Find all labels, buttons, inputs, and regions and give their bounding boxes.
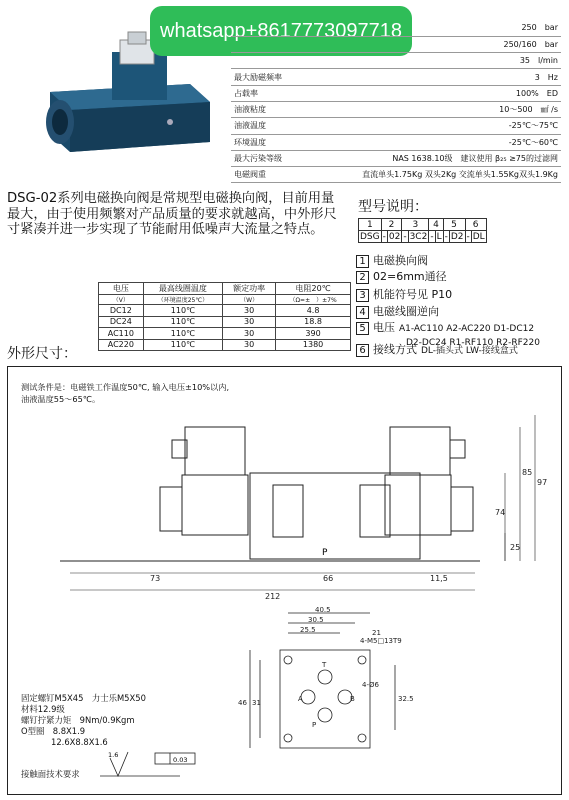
- legend-extra: A1-AC110 A2-AC220 D1-DC12: [399, 324, 535, 334]
- elec-cell: 110℃: [143, 339, 222, 351]
- spec-label: [231, 53, 301, 69]
- model-title: 型号说明：: [358, 199, 428, 215]
- hole-spec: 4-Ø6: [362, 681, 379, 689]
- product-description: DSG-02系列电磁换向阀是常规型电磁换向阀，目前用量最大，由于使用频繁对产品质量的要求就越高，中外形尺寸紧凑并进一步实现了节能耐用低噪声大流量之特点。: [7, 191, 337, 238]
- spec-row: [231, 101, 561, 117]
- elec-cell: 18.8: [276, 316, 351, 328]
- legend-number: 6: [356, 344, 369, 357]
- spec-row: [231, 53, 561, 69]
- model-code-part: -: [382, 231, 386, 242]
- dim-97: 97: [537, 478, 548, 487]
- port-label-t: T: [322, 661, 327, 669]
- model-position-number: 3: [402, 219, 429, 231]
- note-line: 固定螺钉M5X45 力士乐M5X50: [21, 693, 146, 703]
- spec-label: 环境温度: [231, 134, 301, 150]
- elec-cell: 4.8: [276, 305, 351, 317]
- dim-115: 11,5: [430, 574, 448, 583]
- port-label-p: P: [322, 548, 328, 558]
- model-code-part: -: [444, 231, 448, 242]
- legend-text: 接线方式: [373, 343, 417, 356]
- spec-value: 直流单头1.75Kg 双头2Kg 交流单头1.55Kg双头1.9Kg: [301, 167, 561, 183]
- thread-spec: 4-M5□13T9: [360, 637, 402, 645]
- dim-25: 25: [510, 543, 521, 552]
- elec-cell: 1380: [276, 339, 351, 351]
- test-condition-line: 油液温度55～65℃。: [21, 394, 101, 404]
- spec-row: [231, 69, 561, 85]
- legend-number: 4: [356, 306, 369, 319]
- spec-value: -25℃～60℃: [301, 134, 561, 150]
- legend-number: 3: [356, 289, 369, 302]
- legend-text: 电磁换向阀: [373, 254, 428, 267]
- spec-row: [231, 85, 561, 101]
- surface-symbol: [100, 748, 210, 782]
- spec-row: [231, 167, 561, 183]
- elec-unit: （Ω=± ）±7%: [276, 295, 351, 305]
- elec-cell: 30: [223, 316, 276, 328]
- elec-cell: 30: [223, 305, 276, 317]
- spec-value: 250 bar: [301, 20, 561, 36]
- legend-item: [356, 305, 439, 319]
- spec-label: [231, 20, 301, 36]
- dim-85: 85: [522, 468, 533, 477]
- mounting-face-drawing: [230, 605, 430, 765]
- elec-cell: 110℃: [143, 328, 222, 340]
- model-position-number: 2: [381, 219, 402, 231]
- spec-row: [231, 134, 561, 150]
- outline-title: 外形尺寸：: [7, 346, 77, 362]
- elec-unit: （V）: [99, 295, 144, 305]
- elec-row: [99, 328, 351, 340]
- model-code-part: DSG: [360, 231, 380, 242]
- legend-text: 电压: [373, 321, 395, 334]
- elec-unit: （环境温度25℃）: [143, 295, 222, 305]
- spec-label: 占载率: [231, 85, 301, 101]
- note-line: O型圈 8.8X1.9: [21, 726, 86, 736]
- valve-side-drawing: [60, 405, 560, 605]
- spec-label: 电磁阀重: [231, 167, 301, 183]
- legend-number: 1: [356, 255, 369, 268]
- legend-item: [356, 343, 518, 358]
- elec-cell: 30: [223, 339, 276, 351]
- port-label-b: B: [350, 695, 355, 703]
- spec-row: [231, 20, 561, 36]
- dim-25-5: 25.5: [300, 626, 316, 634]
- legend-item: [356, 254, 428, 268]
- model-code-part: D2: [450, 231, 464, 242]
- dim-31: 31: [252, 699, 261, 707]
- elec-row: [99, 305, 351, 317]
- elec-cell: DC12: [99, 305, 144, 317]
- spec-value: 250/160 bar: [301, 36, 561, 52]
- note-line: 螺钉拧紧力矩 9Nm/0.9Kgm: [21, 715, 135, 725]
- mounting-notes: [21, 693, 146, 748]
- elec-cell: 30: [223, 328, 276, 340]
- spec-value: 35 l/min: [301, 53, 561, 69]
- test-condition-line: 测试条件是：电磁铁工作温度50℃, 输入电压±10%以内,: [21, 382, 230, 392]
- elec-cell: AC110: [99, 328, 144, 340]
- spec-value: -25℃～75℃: [301, 118, 561, 134]
- elec-header: 最高线圈温度: [143, 283, 222, 295]
- legend-item: [356, 288, 452, 302]
- elec-header: 额定功率: [223, 283, 276, 295]
- spec-value: 100% ED: [301, 85, 561, 101]
- spec-label: 油液温度: [231, 118, 301, 134]
- spec-row: [231, 36, 561, 52]
- elec-header: 电压: [99, 283, 144, 295]
- dim-73: 73: [150, 574, 161, 583]
- spec-row: [231, 150, 561, 166]
- note-line: 材料12.9级: [21, 704, 65, 714]
- dim-66: 66: [323, 574, 334, 583]
- model-position-number: 4: [429, 219, 443, 231]
- model-position-number: 6: [465, 219, 486, 231]
- spec-label: 最大污染等级: [231, 150, 301, 166]
- elec-cell: 110℃: [143, 305, 222, 317]
- model-position-number: 5: [443, 219, 465, 231]
- model-code-part: L: [436, 231, 442, 242]
- flatness-value: 0.03: [173, 756, 188, 764]
- legend-extra-2: D2-DC24 R1-RF110 R2-RF220: [406, 338, 540, 348]
- legend-text: 02=6mm通径: [373, 270, 447, 283]
- legend-number: 2: [356, 271, 369, 284]
- spec-table: [231, 20, 561, 183]
- elec-row: [99, 339, 351, 351]
- port-label-p2: P: [312, 721, 317, 729]
- elec-header: 电阻20℃: [276, 283, 351, 295]
- dim-40-5: 40.5: [315, 606, 331, 614]
- note-line: 12.6X8.8X1.6: [51, 737, 108, 747]
- dim-212: 212: [265, 592, 281, 601]
- legend-text: 电磁线圈逆向: [373, 305, 439, 318]
- model-code-part: 3C2: [409, 231, 428, 242]
- model-code-part: DL: [472, 231, 485, 242]
- spec-value: 3 Hz: [301, 69, 561, 85]
- legend-number: 5: [356, 322, 369, 335]
- dim-32-5: 32.5: [398, 695, 414, 703]
- elec-cell: DC24: [99, 316, 144, 328]
- spec-label: [231, 36, 301, 52]
- dim-21: 21: [372, 629, 381, 637]
- port-label-a: A: [298, 695, 303, 703]
- elec-cell: AC220: [99, 339, 144, 351]
- model-code-part: 02: [388, 231, 401, 242]
- elec-unit: （W）: [223, 295, 276, 305]
- test-condition: [21, 381, 229, 405]
- legend-extra: DL-插头式 LW-接线盒式: [421, 346, 518, 356]
- spec-label: 最大励磁频率: [231, 69, 301, 85]
- dim-30-5: 30.5: [308, 616, 324, 624]
- elec-row: [99, 316, 351, 328]
- model-code-part: -: [430, 231, 434, 242]
- model-code-table: [358, 218, 487, 243]
- legend-item: [356, 270, 447, 284]
- spec-row: [231, 118, 561, 134]
- model-code-part: -: [403, 231, 407, 242]
- spec-value: NAS 1638.10级 建议使用 β₂₅ ≥75的过滤网: [301, 150, 561, 166]
- dim-46: 46: [238, 699, 247, 707]
- elec-cell: 390: [276, 328, 351, 340]
- spec-label: 油液粘度: [231, 101, 301, 117]
- roughness-value: 1.6: [108, 751, 119, 759]
- dim-74: 74: [495, 508, 506, 517]
- elec-cell: 110℃: [143, 316, 222, 328]
- electrical-table: [98, 282, 351, 351]
- model-position-number: 1: [359, 219, 382, 231]
- spec-value: 10～500 ㎟ /s: [301, 101, 561, 117]
- model-code-part: -: [466, 231, 470, 242]
- whatsapp-banner[interactable]: whatsapp+8617773097718: [150, 6, 412, 56]
- legend-text: 机能符号见 P10: [373, 288, 453, 301]
- contact-surface-label: 接触面技术要求: [21, 769, 80, 779]
